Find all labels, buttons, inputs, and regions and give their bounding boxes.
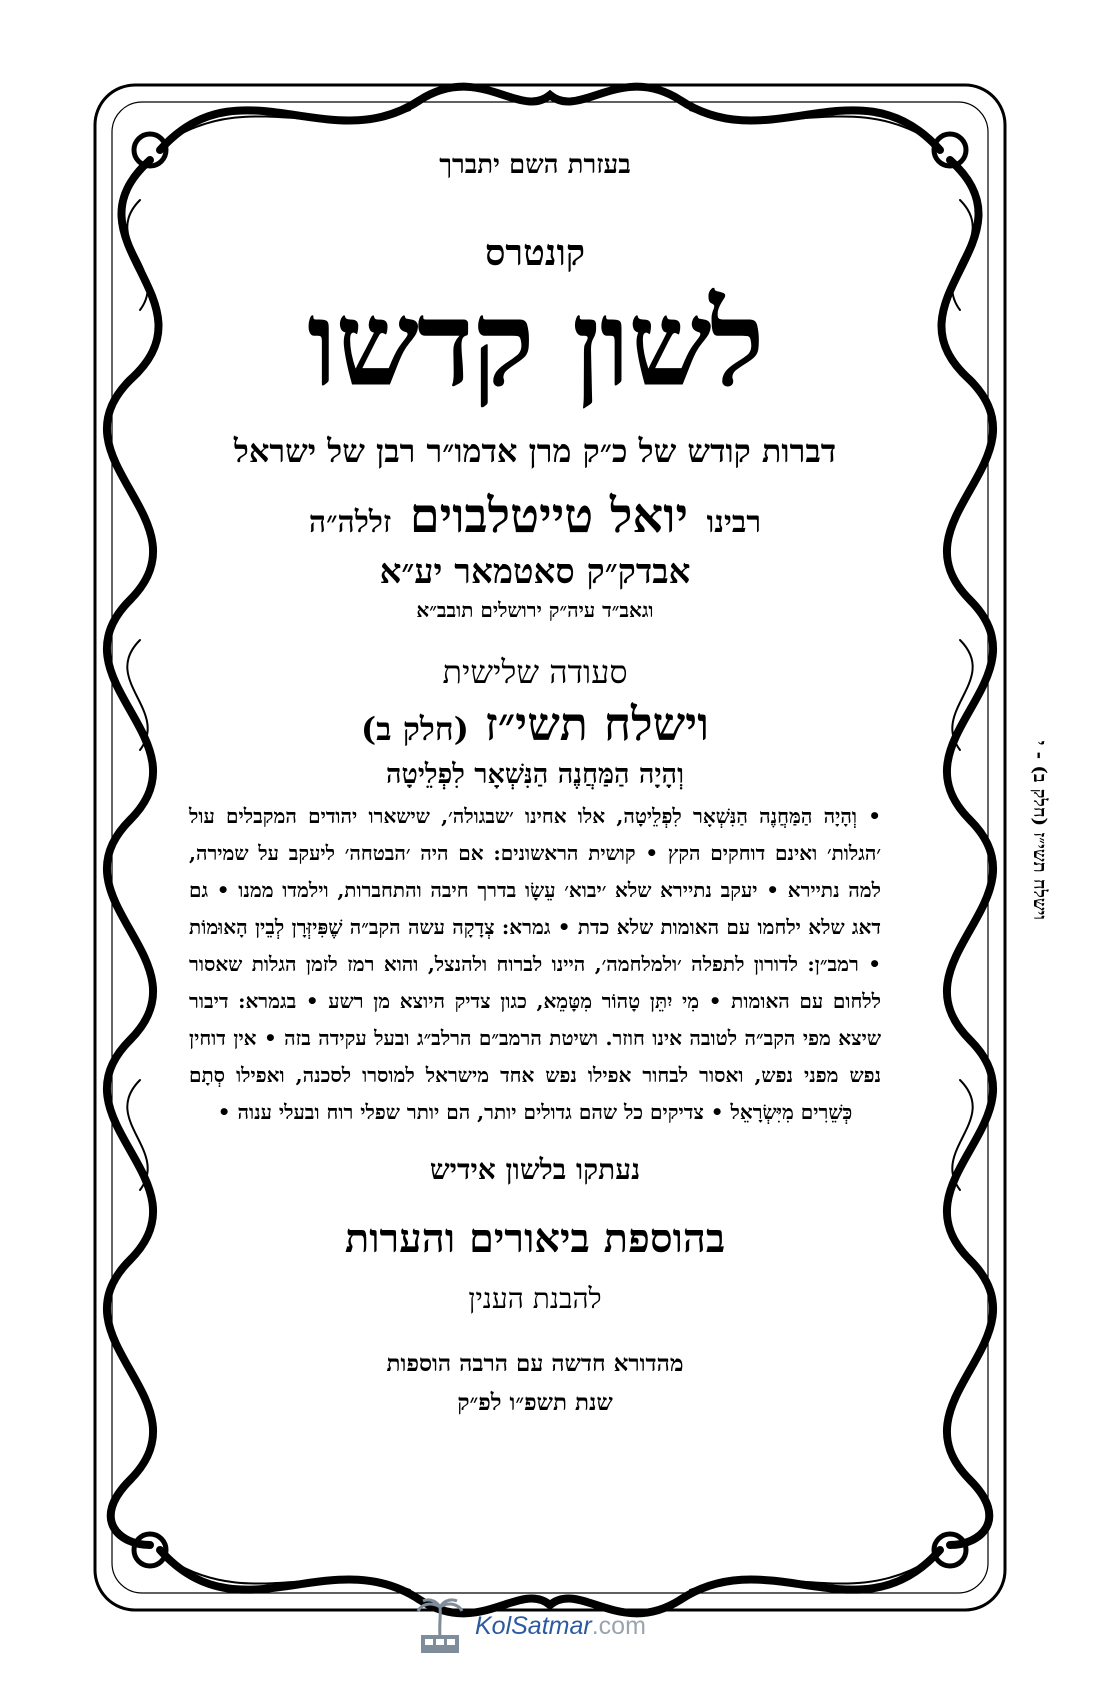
book-title: לשון קדשו bbox=[307, 274, 763, 413]
logo-name: KolSatmar bbox=[475, 1611, 592, 1640]
author-name: יואל טייטלבוים bbox=[409, 487, 689, 544]
blessing: בעזרת השם יתברך bbox=[439, 150, 631, 180]
palm-tree-logo-icon bbox=[415, 1597, 465, 1655]
jerusalem-title: וגאב״ד עיה״ק ירושלים תובב״א bbox=[416, 597, 654, 622]
logo-domain: .com bbox=[591, 1611, 646, 1640]
author-prefix: רבינו bbox=[706, 504, 762, 540]
subtitle: דברות קודש של כ״ק מרן אדמו״ר רבן של ישראל bbox=[233, 431, 837, 470]
side-running-head: וישלח תשי״ז (חלק ב) - י bbox=[1029, 740, 1050, 920]
translated-note: נעתקו בלשון אידיש bbox=[429, 1152, 641, 1186]
parsha-name: וישלח תשי״ז bbox=[484, 696, 710, 751]
topics-paragraph: • וְהָיָה הַמַּחֲנֶה הַנִּשְׁאָר לִפְלֵיטָה, אלו אחינו ׳שבגולה׳, שישארו יהודים המקבלים עול ׳הגלות׳ ואינם דוחקים הקץ • קושית הראשונים: אם היה ׳הבטחה׳ ליעקב על שמירה, למה נתיירא • יעקב נתיירא שלא ׳יבוא׳ עֵשָׂו בדרך חיבה והתחברות, וילמדו ממנו • גם דאג שלא ילחמו עם האומות שלא כדת • גמרא: צְדָקָה עשה הקב״ה שֶׁפִּיזְּרָן לְבֵין הָאוּמוֹת • רמב״ן: לדורון לתפלה ׳ולמלחמה׳, היינו לברוח ולהנצל, והוא רמז לזמן הגלות שאסור ללחום עם האומות • מִי יִתֵּן טָהוֹר מִטָּמֵא, כגון צדיק היוצא מן רשע • בגמרא: דיבור שיצא מפי הקב״ה לטובה אינו חוזר. ושיטת הרמב״ם הרלב״ג ובעל עקידה בזה • אין דוחין נפש מפני נפש, ואסור לבחור אפילו נפש אחד מישראל למוסרו לסכנה, ואפילו סְתָם כְּשֵׁרִים מִיִּשְׂרָאֵל • צדיקים כל שהם גדולים יותר, הם יותר שפלי רוח ובעלי ענוה • bbox=[189, 803, 881, 1124]
seuda-heading: סעודה שלישית bbox=[442, 652, 628, 691]
abd-title: אבדק״ק סאטמאר יע״א bbox=[379, 551, 691, 592]
author-suffix: זללה״ה bbox=[308, 504, 392, 540]
verse-heading: וְהָיָה הַמַּחֲנֶה הַנִּשְׁאָר לִפְלֵיטָה bbox=[386, 758, 684, 790]
title-page bbox=[185, 150, 885, 1416]
year-line: שנת תשפ״ו לפ״ק bbox=[457, 1388, 613, 1416]
understanding-line: להבנת הענין bbox=[468, 1281, 602, 1315]
edition-line: מהדורא חדשה עם הרבה הוספות bbox=[386, 1349, 684, 1377]
kolsatmar-logo[interactable] bbox=[415, 1595, 685, 1657]
part-label: (חלק ב) bbox=[360, 709, 469, 748]
kuntres-label: קונטרס bbox=[484, 232, 586, 274]
addition-heading: בהוספת ביאורים והערות bbox=[344, 1214, 726, 1262]
logo-text bbox=[475, 1612, 646, 1641]
parsha-heading bbox=[185, 697, 885, 751]
author-line bbox=[185, 488, 885, 544]
